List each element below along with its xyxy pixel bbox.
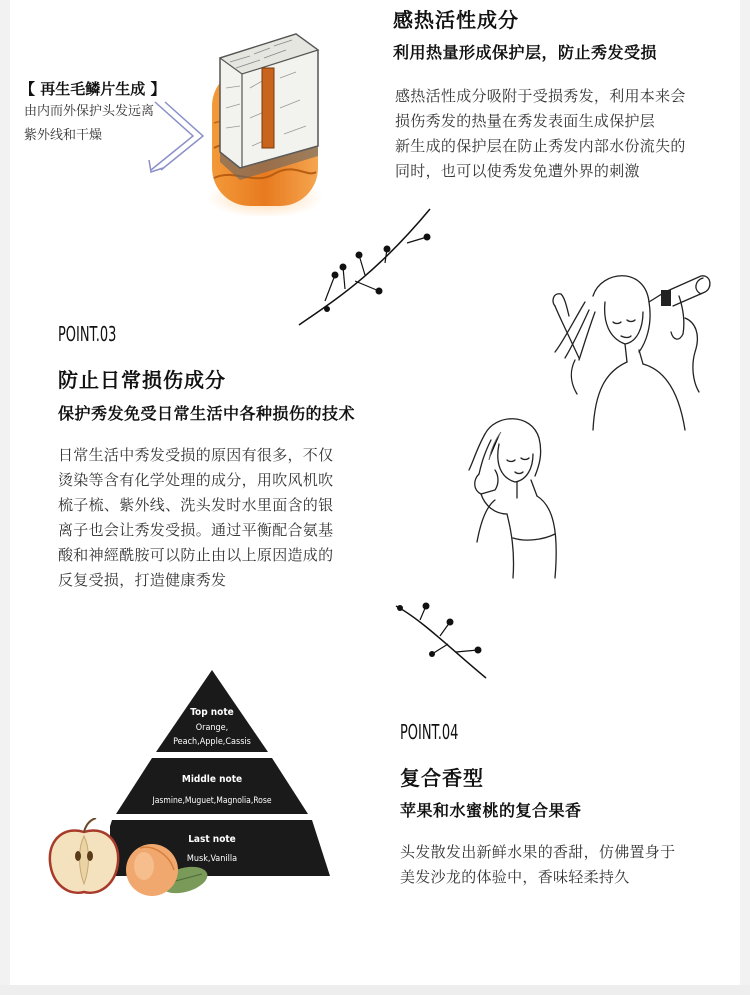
top-note-line: Orange, [195, 723, 229, 733]
point04-body-line: 美发沙龙的体验中，香味轻柔持久 [400, 868, 630, 886]
right-frame-border [740, 0, 750, 995]
top-note-line: Peach,Apple,Cassis [173, 737, 251, 747]
point03-title: 防止日常损伤成分 [58, 368, 226, 392]
thermo-body [395, 84, 686, 184]
point03-body [58, 443, 333, 593]
point04-label: POINT.04 [400, 720, 459, 744]
thermo-body-line: 同时，也可以使秀发免遭外界的刺激 [395, 162, 640, 180]
point03-body-line: 日常生活中秀发受损的原因有很多，不仅 [58, 446, 334, 464]
top-note-label: Top note [190, 707, 234, 718]
base-note-line: Musk,Vanilla [186, 854, 238, 864]
woman-touching-face-illustration [455, 410, 585, 580]
point03-label: POINT.03 [58, 322, 117, 346]
point03-body-line: 梳子梳、紫外线、洗头发时水里面含的银 [58, 496, 334, 514]
callout-line: 由内而外保护头发远离 [24, 104, 155, 119]
point03-subtitle: 保护秀发免受日常生活中各种损伤的技术 [58, 404, 356, 423]
callout-title: 【 再生毛鳞片生成 】 [20, 80, 166, 98]
thermo-body-line: 感热活性成分吸附于受损秀发，利用本来会 [395, 87, 686, 105]
point04-title: 复合香型 [400, 766, 484, 790]
point03-body-line: 烫染等含有化学处理的成分，用吹风机吹 [58, 471, 334, 489]
thermo-body-line: 新生成的保护层在防止秀发内部水份流失的 [395, 137, 686, 155]
middle-note-label: Middle note [181, 774, 243, 785]
point04-subtitle: 苹果和水蜜桃的复合果香 [400, 801, 582, 820]
hair-cuticle-illustration [200, 28, 330, 216]
thermo-subtitle: 利用热量形成保护层，防止秀发受损 [393, 43, 658, 62]
thermo-body-line: 损伤秀发的热量在秀发表面生成保护层 [395, 112, 656, 130]
apple-peach-illustration [44, 818, 214, 900]
point03-body-line: 酸和神經酰胺可以防止由以上原因造成的 [58, 546, 334, 564]
callout-line: 紫外线和干燥 [24, 128, 103, 143]
woman-hairdryer-illustration [545, 262, 715, 432]
callout-text [24, 100, 154, 148]
point04-body-line: 头发散发出新鲜水果的香甜，仿佛置身于 [400, 843, 676, 861]
callout-arrow [145, 96, 215, 178]
point03-body-line: 离子也会让秀发受损。通过平衡配合氨基 [58, 521, 334, 539]
base-note-label: Last note [188, 834, 236, 845]
point04-body [400, 840, 675, 890]
branch-decoration-2 [392, 600, 492, 682]
branch-decoration [295, 205, 440, 330]
thermo-title: 感热活性成分 [393, 8, 519, 32]
left-frame-border [0, 0, 10, 995]
point03-body-line: 反复受损，打造健康秀发 [58, 571, 227, 589]
middle-note-line: Jasmine,Muguet,Magnolia,Rose [152, 796, 272, 806]
bottom-frame-border [0, 985, 750, 995]
